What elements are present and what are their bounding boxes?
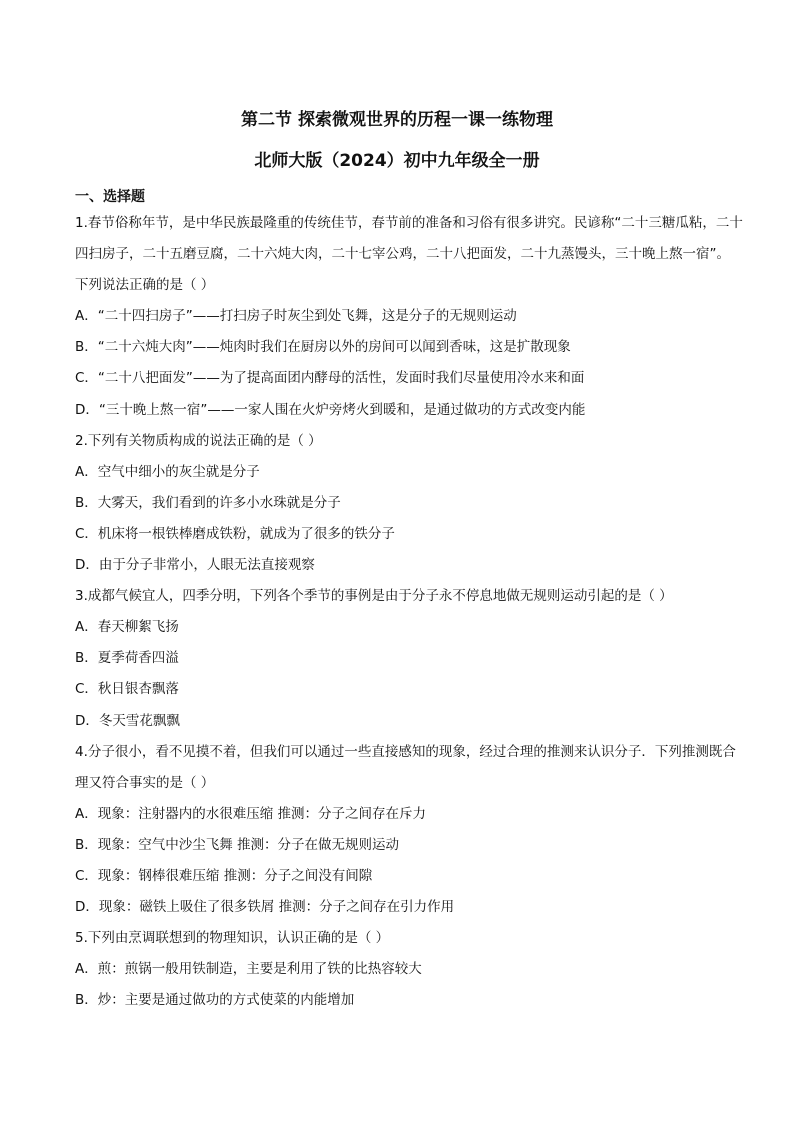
option-b: B．“二十六炖大肉”——炖肉时我们在厨房以外的房间可以闻到香味，这是扩散现象 (75, 339, 571, 356)
option-a: A．“二十四扫房子”——打扫房子时灰尘到处飞舞，这是分子的无规则运动 (75, 308, 517, 325)
page-title: 第二节 探索微观世界的历程一课一练物理 (241, 110, 553, 130)
option-d: D．“三十晚上熬一宿”——一家人围在火炉旁烤火到暖和，是通过做功的方式改变内能 (75, 401, 586, 418)
option-c: C．秋日银杏飘落 (75, 681, 179, 698)
question-5 (75, 923, 743, 1016)
question-stem: 2.下列有关物质构成的说法正确的是（ ） (75, 432, 322, 449)
option-c: C．“二十八把面发”——为了提高面团内酵母的活性，发面时我们尽量使用冷水来和面 (75, 370, 585, 387)
option-b: B．夏季荷香四溢 (75, 650, 179, 667)
section-heading: 一、选择题 (75, 189, 145, 205)
option-d: D．冬天雪花飘飘 (75, 712, 180, 729)
option-c: C．现象：钢棒很难压缩 推测：分子之间没有间隙 (75, 867, 373, 884)
question-stem: 5.下列由烹调联想到的物理知识，认识正确的是（ ） (75, 930, 390, 947)
question-2 (75, 426, 743, 581)
option-d: D．现象：磁铁上吸住了很多铁屑 推测：分子之间存在引力作用 (75, 899, 455, 916)
option-b: B．大雾天，我们看到的许多小水珠就是分子 (75, 494, 341, 511)
option-a: A．煎：煎锅一般用铁制造，主要是利用了铁的比热容较大 (75, 961, 422, 978)
question-list (75, 208, 743, 1016)
option-a: A．春天柳絮飞扬 (75, 619, 179, 636)
option-a: A．现象：注射器内的水很难压缩 推测：分子之间存在斥力 (75, 805, 427, 822)
option-c: C．机床将一根铁棒磨成铁粉，就成为了很多的铁分子 (75, 525, 395, 542)
question-stem: 1.春节俗称年节，是中华民族最隆重的传统佳节，春节前的准备和习俗有很多讲究。民谚称“二十三糖瓜粘，二十四扫房子，二十五磨豆腐，二十六炖大肉，二十七宰公鸡，二十八把面发，二十九蒸馒头，三十晚上熬一宿”。下列说法正确的是（ ） (75, 215, 743, 294)
option-a: A．空气中细小的灰尘就是分子 (75, 463, 260, 480)
question-1 (75, 208, 743, 426)
page-subtitle: 北师大版（2024）初中九年级全一册 (254, 151, 540, 171)
option-b: B．现象：空气中沙尘飞舞 推测：分子在做无规则运动 (75, 836, 400, 853)
question-3 (75, 581, 743, 736)
question-4 (75, 737, 743, 924)
question-stem: 4.分子很小，看不见摸不着，但我们可以通过一些直接感知的现象，经过合理的推测来认识分子．下列推测既合理又符合事实的是（ ） (75, 743, 736, 791)
option-d: D．由于分子非常小，人眼无法直接观察 (75, 557, 315, 574)
question-stem: 3.成都气候宜人，四季分明，下列各个季节的事例是由于分子永不停息地做无规则运动引起的是（ ） (75, 588, 673, 605)
option-b: B．炒：主要是通过做功的方式使菜的内能增加 (75, 992, 355, 1009)
